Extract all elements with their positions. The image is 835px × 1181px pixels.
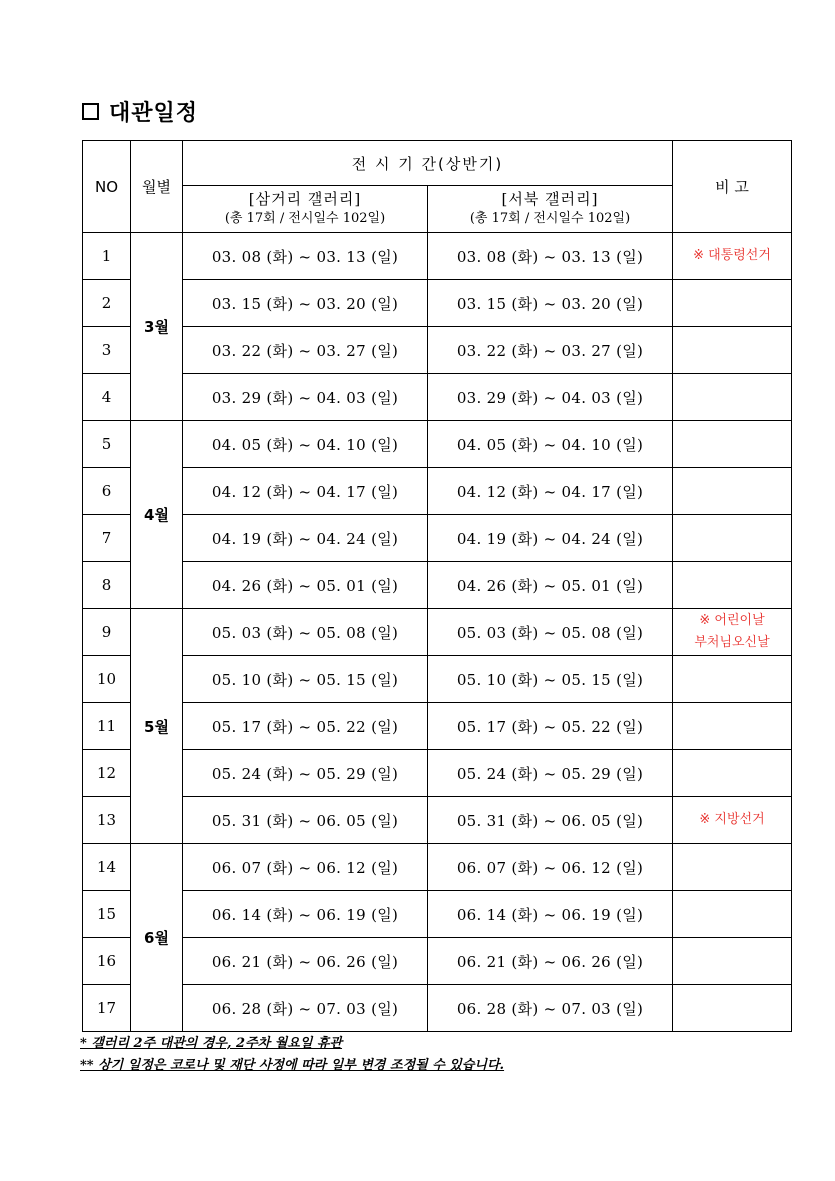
footnotes: [80, 1033, 504, 1077]
seobuk-period: 06. 21 (화) ~ 06. 26 (일): [428, 938, 673, 985]
row-number: 13: [83, 797, 131, 844]
row-number: 14: [83, 844, 131, 891]
checkbox-icon: [82, 103, 99, 120]
seobuk-period: 03. 29 (화) ~ 04. 03 (일): [428, 374, 673, 421]
header-month: 월별: [131, 141, 183, 233]
header-gallery-samgeori: [183, 186, 428, 233]
note-line: ※ 지방선거: [699, 812, 765, 827]
row-number: 10: [83, 656, 131, 703]
samgeori-period: 04. 05 (화) ~ 04. 10 (일): [183, 421, 428, 468]
note-cell: [673, 374, 792, 421]
note-cell: [673, 421, 792, 468]
table-row: [83, 609, 792, 656]
samgeori-period: 06. 28 (화) ~ 07. 03 (일): [183, 985, 428, 1032]
seobuk-period: 04. 26 (화) ~ 05. 01 (일): [428, 562, 673, 609]
row-number: 15: [83, 891, 131, 938]
table-row: [83, 280, 792, 327]
table-row: [83, 891, 792, 938]
note-cell: [673, 468, 792, 515]
table-row: [83, 656, 792, 703]
note-cell: [673, 797, 792, 844]
row-number: 2: [83, 280, 131, 327]
seobuk-period: 05. 31 (화) ~ 06. 05 (일): [428, 797, 673, 844]
month-label: 5월: [131, 609, 183, 844]
row-number: 8: [83, 562, 131, 609]
samgeori-period: 04. 12 (화) ~ 04. 17 (일): [183, 468, 428, 515]
seobuk-period: 05. 17 (화) ~ 05. 22 (일): [428, 703, 673, 750]
samgeori-period: 06. 07 (화) ~ 06. 12 (일): [183, 844, 428, 891]
note-line: 부처님오신날: [694, 635, 770, 650]
seobuk-period: 06. 28 (화) ~ 07. 03 (일): [428, 985, 673, 1032]
footnote-2: ** 상기 일정은 코로나 및 재단 사정에 따라 일부 변경 조정될 수 있습니다.: [80, 1058, 505, 1073]
footnote-1: * 갤러리 2주 대관의 경우, 2주차 월요일 휴관: [80, 1036, 343, 1051]
month-label: 6월: [131, 844, 183, 1032]
row-number: 17: [83, 985, 131, 1032]
note-cell: [673, 985, 792, 1032]
table-row: [83, 938, 792, 985]
header-note: 비 고: [673, 141, 792, 233]
seobuk-period: 04. 05 (화) ~ 04. 10 (일): [428, 421, 673, 468]
samgeori-period: 03. 29 (화) ~ 04. 03 (일): [183, 374, 428, 421]
header-no: NO: [83, 141, 131, 233]
row-number: 1: [83, 233, 131, 280]
note-cell: [673, 938, 792, 985]
samgeori-period: 06. 21 (화) ~ 06. 26 (일): [183, 938, 428, 985]
seobuk-period: 03. 15 (화) ~ 03. 20 (일): [428, 280, 673, 327]
note-cell: [673, 562, 792, 609]
samgeori-period: 05. 24 (화) ~ 05. 29 (일): [183, 750, 428, 797]
samgeori-period: 05. 10 (화) ~ 05. 15 (일): [183, 656, 428, 703]
gallery-name: [삼거리 갤러리]: [248, 190, 362, 208]
table-row: [83, 327, 792, 374]
row-number: 11: [83, 703, 131, 750]
note-cell: [673, 656, 792, 703]
table-row: [83, 562, 792, 609]
samgeori-period: 05. 03 (화) ~ 05. 08 (일): [183, 609, 428, 656]
month-label: 4월: [131, 421, 183, 609]
note-cell: [673, 750, 792, 797]
note-line: ※ 대통령선거: [693, 248, 771, 263]
gallery-summary: (총 17회 / 전시일수 102일): [224, 211, 386, 226]
header-period: 전 시 기 간(상반기): [183, 141, 673, 186]
row-number: 4: [83, 374, 131, 421]
note-cell: [673, 844, 792, 891]
note-cell: [673, 703, 792, 750]
seobuk-period: 06. 14 (화) ~ 06. 19 (일): [428, 891, 673, 938]
row-number: 6: [83, 468, 131, 515]
seobuk-period: 05. 10 (화) ~ 05. 15 (일): [428, 656, 673, 703]
samgeori-period: 04. 19 (화) ~ 04. 24 (일): [183, 515, 428, 562]
samgeori-period: 03. 15 (화) ~ 03. 20 (일): [183, 280, 428, 327]
seobuk-period: 04. 19 (화) ~ 04. 24 (일): [428, 515, 673, 562]
table-row: [83, 797, 792, 844]
row-number: 3: [83, 327, 131, 374]
table-row: [83, 468, 792, 515]
seobuk-period: 03. 22 (화) ~ 03. 27 (일): [428, 327, 673, 374]
page-title: 대관일정: [109, 100, 199, 126]
seobuk-period: 05. 24 (화) ~ 05. 29 (일): [428, 750, 673, 797]
samgeori-period: 04. 26 (화) ~ 05. 01 (일): [183, 562, 428, 609]
table-row: [83, 515, 792, 562]
seobuk-period: 05. 03 (화) ~ 05. 08 (일): [428, 609, 673, 656]
row-number: 12: [83, 750, 131, 797]
samgeori-period: 03. 22 (화) ~ 03. 27 (일): [183, 327, 428, 374]
note-cell: [673, 609, 792, 656]
table-row: [83, 703, 792, 750]
seobuk-period: 06. 07 (화) ~ 06. 12 (일): [428, 844, 673, 891]
seobuk-period: 03. 08 (화) ~ 03. 13 (일): [428, 233, 673, 280]
note-cell: [673, 891, 792, 938]
samgeori-period: 05. 31 (화) ~ 06. 05 (일): [183, 797, 428, 844]
samgeori-period: 03. 08 (화) ~ 03. 13 (일): [183, 233, 428, 280]
note-line: ※ 어린이날: [699, 613, 765, 628]
note-cell: [673, 327, 792, 374]
row-number: 16: [83, 938, 131, 985]
table-row: [83, 421, 792, 468]
row-number: 7: [83, 515, 131, 562]
title-row: [82, 96, 198, 126]
note-cell: [673, 515, 792, 562]
samgeori-period: 05. 17 (화) ~ 05. 22 (일): [183, 703, 428, 750]
row-number: 9: [83, 609, 131, 656]
note-cell: [673, 233, 792, 280]
note-cell: [673, 280, 792, 327]
gallery-summary: (총 17회 / 전시일수 102일): [469, 211, 631, 226]
samgeori-period: 06. 14 (화) ~ 06. 19 (일): [183, 891, 428, 938]
table-row: [83, 844, 792, 891]
month-label: 3월: [131, 233, 183, 421]
header-gallery-seobuk: [428, 186, 673, 233]
table-row: [83, 750, 792, 797]
schedule-table: [82, 140, 792, 1032]
row-number: 5: [83, 421, 131, 468]
table-body: [83, 233, 792, 1032]
table-row: [83, 233, 792, 280]
gallery-name: [서북 갤러리]: [501, 190, 599, 208]
seobuk-period: 04. 12 (화) ~ 04. 17 (일): [428, 468, 673, 515]
table-row: [83, 374, 792, 421]
table-row: [83, 985, 792, 1032]
